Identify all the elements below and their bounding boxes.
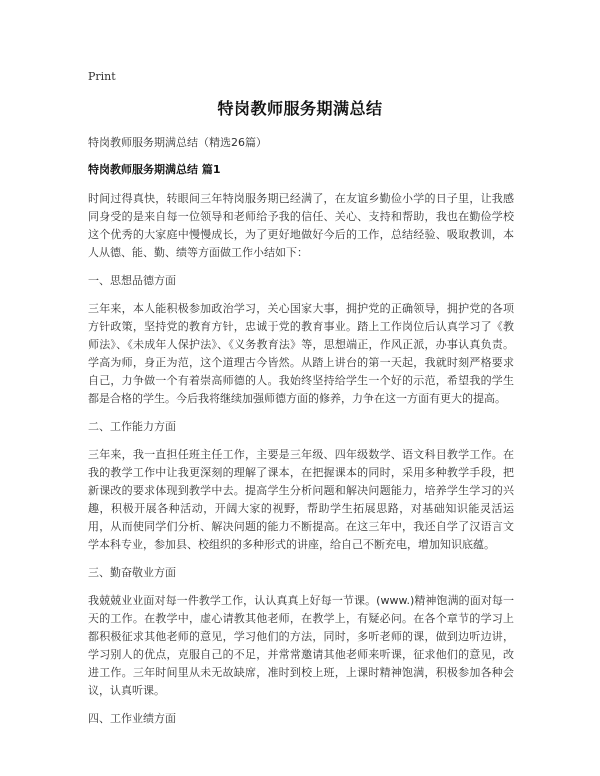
document-title: 特岗教师服务期满总结 <box>217 99 383 118</box>
paragraph-ideology: 三年来，本人能积极参加政治学习，关心国家大事，拥护党的正确领导，拥护党的各项方针政策，坚持党的教育方针，忠诚于党的教育事业。踏上工作岗位后认真学习了《教师法》、《未成年人保护法》、《义务教育法》等，思想端正，作风正派，办事认真负责。学高为师，身正为范，这个道理古今皆然。从踏上讲台的第一天起，我就时刻严格要求自己，力争做一个有着崇高师德的人。我始终坚持给学生一个好的示范，希望我的学生都是合格的学生。今后我将继续加强师德方面的修养，力争在这一方面有更大的提高。 <box>88 302 514 405</box>
section-title: 特岗教师服务期满总结 篇1 <box>88 163 221 176</box>
print-label[interactable]: Print <box>88 70 116 83</box>
paragraph-diligence: 我兢兢业业面对每一件教学工作，认认真真上好每一节课。(www.)精神饱满的面对每一天的工作。在教学中，虚心请教其他老师，在教学上，有疑必问。在各个章节的学习上都积极征求其他老师的意见，学习他们的方法，同时，多听老师的课，做到边听边讲，学习别人的优点，克服自己的不足，并常常邀请其他老师来听课，征求他们的意见，改进工作。三年时间里从未无故缺席，准时到校上班，上课时精神饱满，积极参加各种会议，认真听课。 <box>88 594 514 697</box>
paragraph-intro: 时间过得真快，转眼间三年特岗服务期已经满了，在友谊乡勤俭小学的日子里，让我感同身受的是来自每一位领导和老师给予我的信任、关心、支持和帮助，我也在勤俭学校这个优秀的大家庭中慢慢成长，为了更好地做好今后的工作，总结经验、吸取教训，本人从德、能、勤、绩等方面做工作小结如下： <box>88 192 514 259</box>
heading-ideology: 一、思想品德方面 <box>88 274 176 287</box>
paragraph-ability: 三年来，我一直担任班主任工作，主要是三年级、四年级数学、语文科目教学工作。在我的教学工作中让我更深刻的理解了课本，在把握课本的同时，采用多种教学手段，把新课改的要求体现到教学中去。提高学生分析问题和解决问题能力，培养学生学习的兴趣，积极开展各种活动，开阔大家的视野，帮助学生拓展思路，对基础知识能灵活运用，从而使同学们分析、解决问题的能力不断提高。在这三年中，我还自学了汉语言文学本科专业，参加县、校组织的多种形式的讲座，给自己不断充电，增加知识底蕴。 <box>88 448 514 551</box>
document-content <box>88 134 514 738</box>
heading-ability: 二、工作能力方面 <box>88 420 176 433</box>
heading-diligence: 三、勤奋敬业方面 <box>88 566 176 579</box>
document-subtitle: 特岗教师服务期满总结（精选26篇） <box>88 136 267 149</box>
heading-performance: 四、工作业绩方面 <box>88 712 176 725</box>
